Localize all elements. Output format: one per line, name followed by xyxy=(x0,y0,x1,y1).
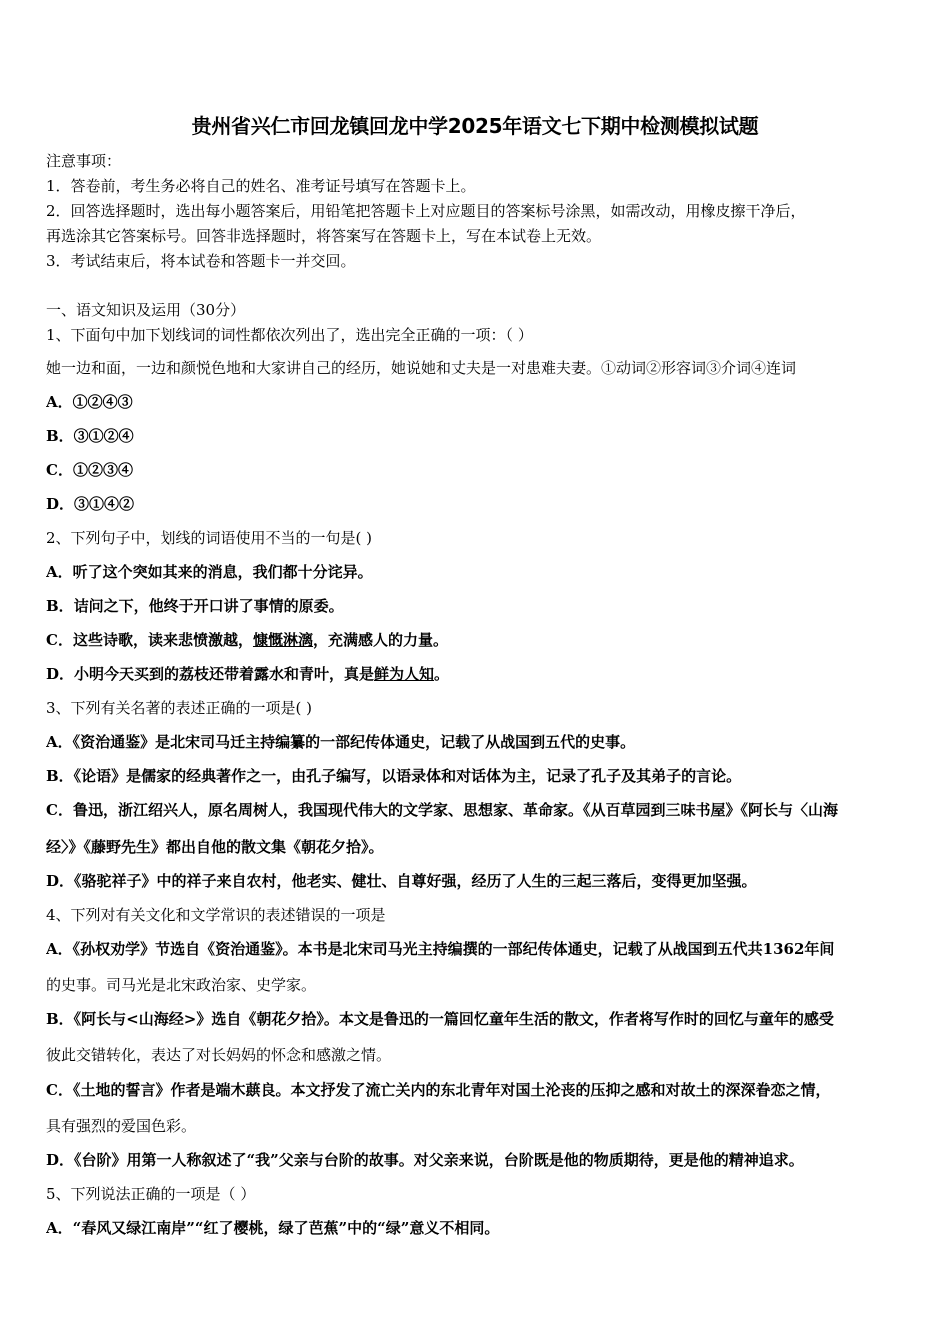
notice-item: 再选涂其它答案标号。回答非选择题时，将答案写在答题卡上，写在本试卷上无效。 xyxy=(46,227,602,245)
underlined-term: 慷慨淋漓 xyxy=(252,631,313,649)
option-c[interactable]: C．①②③④ xyxy=(46,461,133,479)
option-d[interactable]: D．《骆驼祥子》中的祥子来自农村，他老实、健壮、自尊好强，经历了人生的三起三落后，变得更加坚强。 xyxy=(46,872,757,890)
option-b[interactable]: B．③①②④ xyxy=(46,427,134,445)
notice-item: 3．考试结束后，将本试卷和答题卡一并交回。 xyxy=(46,252,356,270)
option-a[interactable]: A．①②④③ xyxy=(46,393,133,411)
option-c[interactable]: C．《土地的誓言》作者是端木蕻良。本文抒发了流亡关内的东北青年对国土沦丧的压抑之感和对故土的深深眷恋之情， xyxy=(46,1081,831,1099)
option-c[interactable] xyxy=(46,629,910,651)
underlined-term: 鲜为人知 xyxy=(374,665,435,683)
notice-heading: 注意事项： xyxy=(46,152,122,170)
option-text: D．小明今天买到的荔枝还带着露水和青叶，真是 xyxy=(46,665,375,683)
option-c-continued: 具有强烈的爱国色彩。 xyxy=(46,1117,197,1135)
option-d[interactable] xyxy=(46,663,910,685)
option-d[interactable]: D．③①④② xyxy=(46,495,135,513)
option-b[interactable]: B．《论语》是儒家的经典著作之一，由孔子编写，以语录体和对话体为主，记录了孔子及其弟子的言论。 xyxy=(46,767,742,785)
option-text: C．这些诗歌，读来悲愤激越， xyxy=(46,631,253,649)
option-a-continued: 的史事。司马光是北宋政治家、史学家。 xyxy=(46,976,317,994)
notice-item: 1．答卷前，考生务必将自己的姓名、准考证号填写在答题卡上。 xyxy=(46,177,476,195)
notice-item: 2．回答选择题时，选出每小题答案后，用铅笔把答题卡上对应题目的答案标号涂黑，如需改动，用橡皮擦干净后， xyxy=(46,202,806,220)
option-a[interactable]: A．《孙权劝学》节选自《资治通鉴》。本书是北宋司马光主持编撰的一部纪传体通史，记载了从战国到五代共1362年间 xyxy=(46,940,835,958)
option-a[interactable]: A．听了这个突如其来的消息，我们都十分诧异。 xyxy=(46,563,373,581)
question-sentence: 她一边和面，一边和颜悦色地和大家讲自己的经历，她说她和丈夫是一对患难夫妻。①动词②形容词③介词④连词 xyxy=(46,359,797,377)
option-text: ，充满感人的力量。 xyxy=(312,631,448,649)
option-text: 。 xyxy=(434,665,450,683)
question-stem: 4、下列对有关文化和文学常识的表述错误的一项是 xyxy=(46,906,386,924)
option-c-continued: 经〉》《藤野先生》都出自他的散文集《朝花夕拾》。 xyxy=(46,838,384,856)
question-stem: 2、下列句子中，划线的词语使用不当的一句是( ) xyxy=(46,529,373,547)
option-a[interactable]: A．“春风又绿江南岸”“红了樱桃，绿了芭蕉”中的“绿”意义不相同。 xyxy=(46,1219,500,1237)
option-b[interactable]: B．《阿长与<山海经>》选自《朝花夕拾》。本文是鲁迅的一篇回忆童年生活的散文，作者将写作时的回忆与童年的感受 xyxy=(46,1010,834,1028)
option-b[interactable]: B．诘问之下，他终于开口讲了事情的原委。 xyxy=(46,597,344,615)
option-b-continued: 彼此交错转化，表达了对长妈妈的怀念和感激之情。 xyxy=(46,1046,392,1064)
question-stem: 1、下面句中加下划线词的词性都依次列出了，选出完全正确的一项：（ ） xyxy=(46,326,533,344)
section-heading: 一、语文知识及运用（30分） xyxy=(46,301,246,319)
option-d[interactable]: D．《台阶》用第一人称叙述了“我”父亲与台阶的故事。对父亲来说，台阶既是他的物质期待，更是他的精神追求。 xyxy=(46,1151,804,1169)
question-stem: 5、下列说法正确的一项是（ ） xyxy=(46,1185,256,1203)
page-title: 贵州省兴仁市回龙镇回龙中学2025年语文七下期中检测模拟试题 xyxy=(191,114,759,138)
option-a[interactable]: A．《资治通鉴》是北宋司马迁主持编纂的一部纪传体通史，记载了从战国到五代的史事。 xyxy=(46,733,636,751)
option-c[interactable]: C．鲁迅，浙江绍兴人，原名周树人，我国现代伟大的文学家、思想家、革命家。《从百草园到三味书屋》《阿长与〈山海 xyxy=(46,801,838,819)
question-stem: 3、下列有关名著的表述正确的一项是( ) xyxy=(46,699,313,717)
